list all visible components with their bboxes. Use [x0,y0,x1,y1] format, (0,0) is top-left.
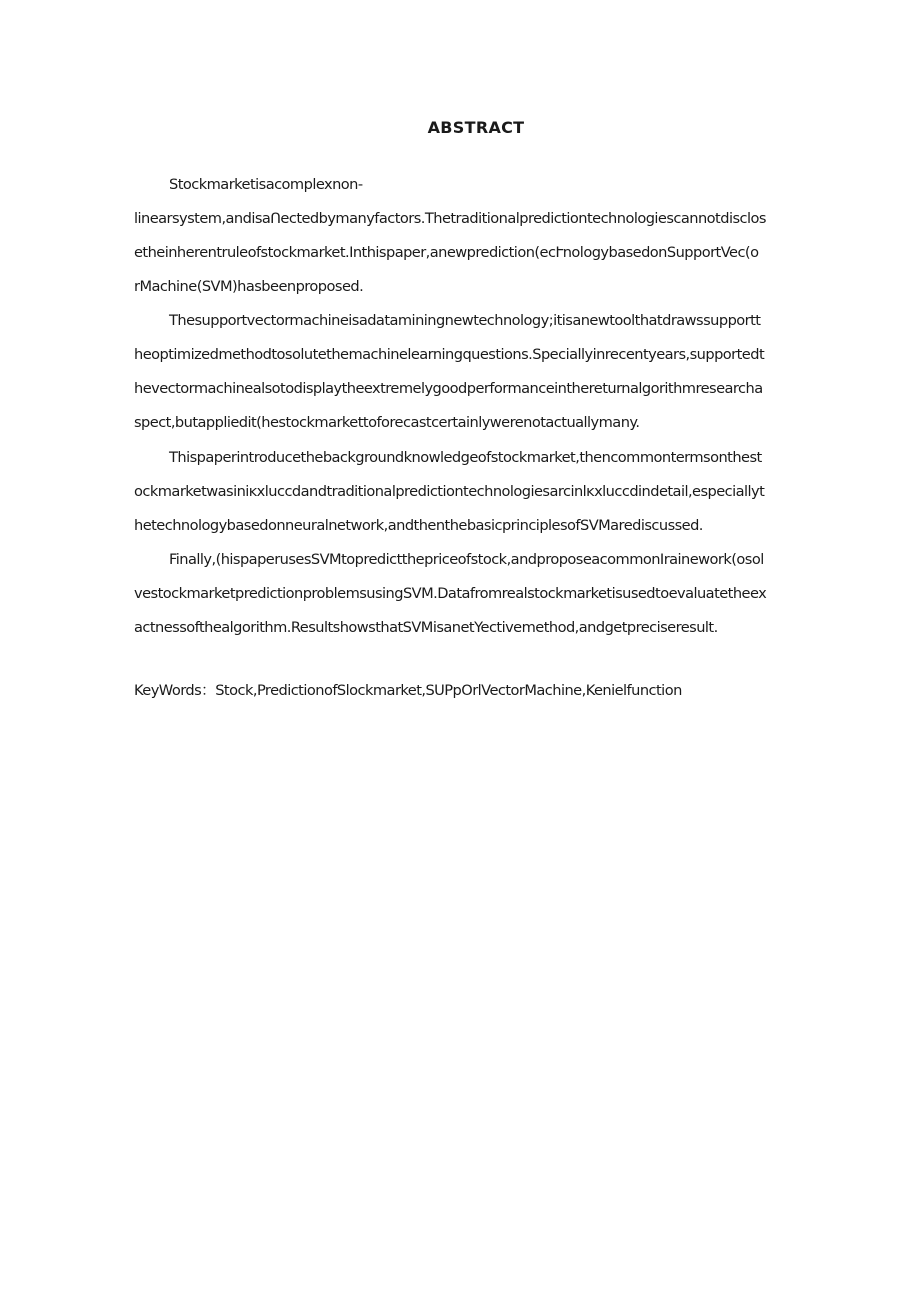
abstract-line: hetechnologybasedonneuralnetwork,andthenthebasicprinciplesofSVMarediscussed. [134,517,703,534]
abstract-line: linearsystem,andisaՈectedbymanyfactors.Thetraditionalpredictiontechnologiescannotdisclos [134,210,766,227]
abstract-line: Stockmarketisacomplexnon- [169,176,363,193]
abstract-line: Finally,(hispaperusesSVMtopredictthepriceofstock,andproposeacommonIrainework(osol [169,551,764,568]
abstract-line: ockmarketwasiniĸxluccdandtraditionalpredictiontechnologiesarcinlĸxluccdindetail,especiallyt [134,483,765,500]
abstract-line: hevectormachinealsotodisplaytheextremelygoodperformanceinthereturnalgorithmresearcha [134,380,763,397]
abstract-line: Thesupportvectormachineisadataminingnewtechnology;itisanewtoolthatdrawssupportt [169,312,761,329]
abstract-line: actnessofthealgorithm.ResultshowsthatSVMisanetYectivemethod,andgetpreciseresult. [134,619,718,636]
abstract-line: heoptimizedmethodtosolutethemachinelearningquestions.Speciallyinrecentyears,supportedt [134,346,765,363]
page-title: ABSTRACT [427,118,525,137]
abstract-line: rMachine(SVM)hasbeenproposed. [134,278,364,295]
abstract-line: spect,butappliedit(hestockmarkettoforecastcertainlywerenotactuallymany. [134,414,640,431]
keywords-line: KeyWords：Stock,PredictionofSlockmarket,SUPpOrlVectorMachine,Kenielfunction [134,682,682,699]
abstract-line: etheinherentruleofstockmarket.Inthispaper,anewprediction(ecՒnologybasedonSupportVec(o [134,244,759,261]
abstract-line: vestockmarketpredictionproblemsusingSVM.Datafromrealstockmarketisusedtoevaluatetheex [134,585,767,602]
abstract-line: Thispaperintroducethebackgroundknowledgeofstockmarket,thencommontermsonthest [169,449,762,466]
